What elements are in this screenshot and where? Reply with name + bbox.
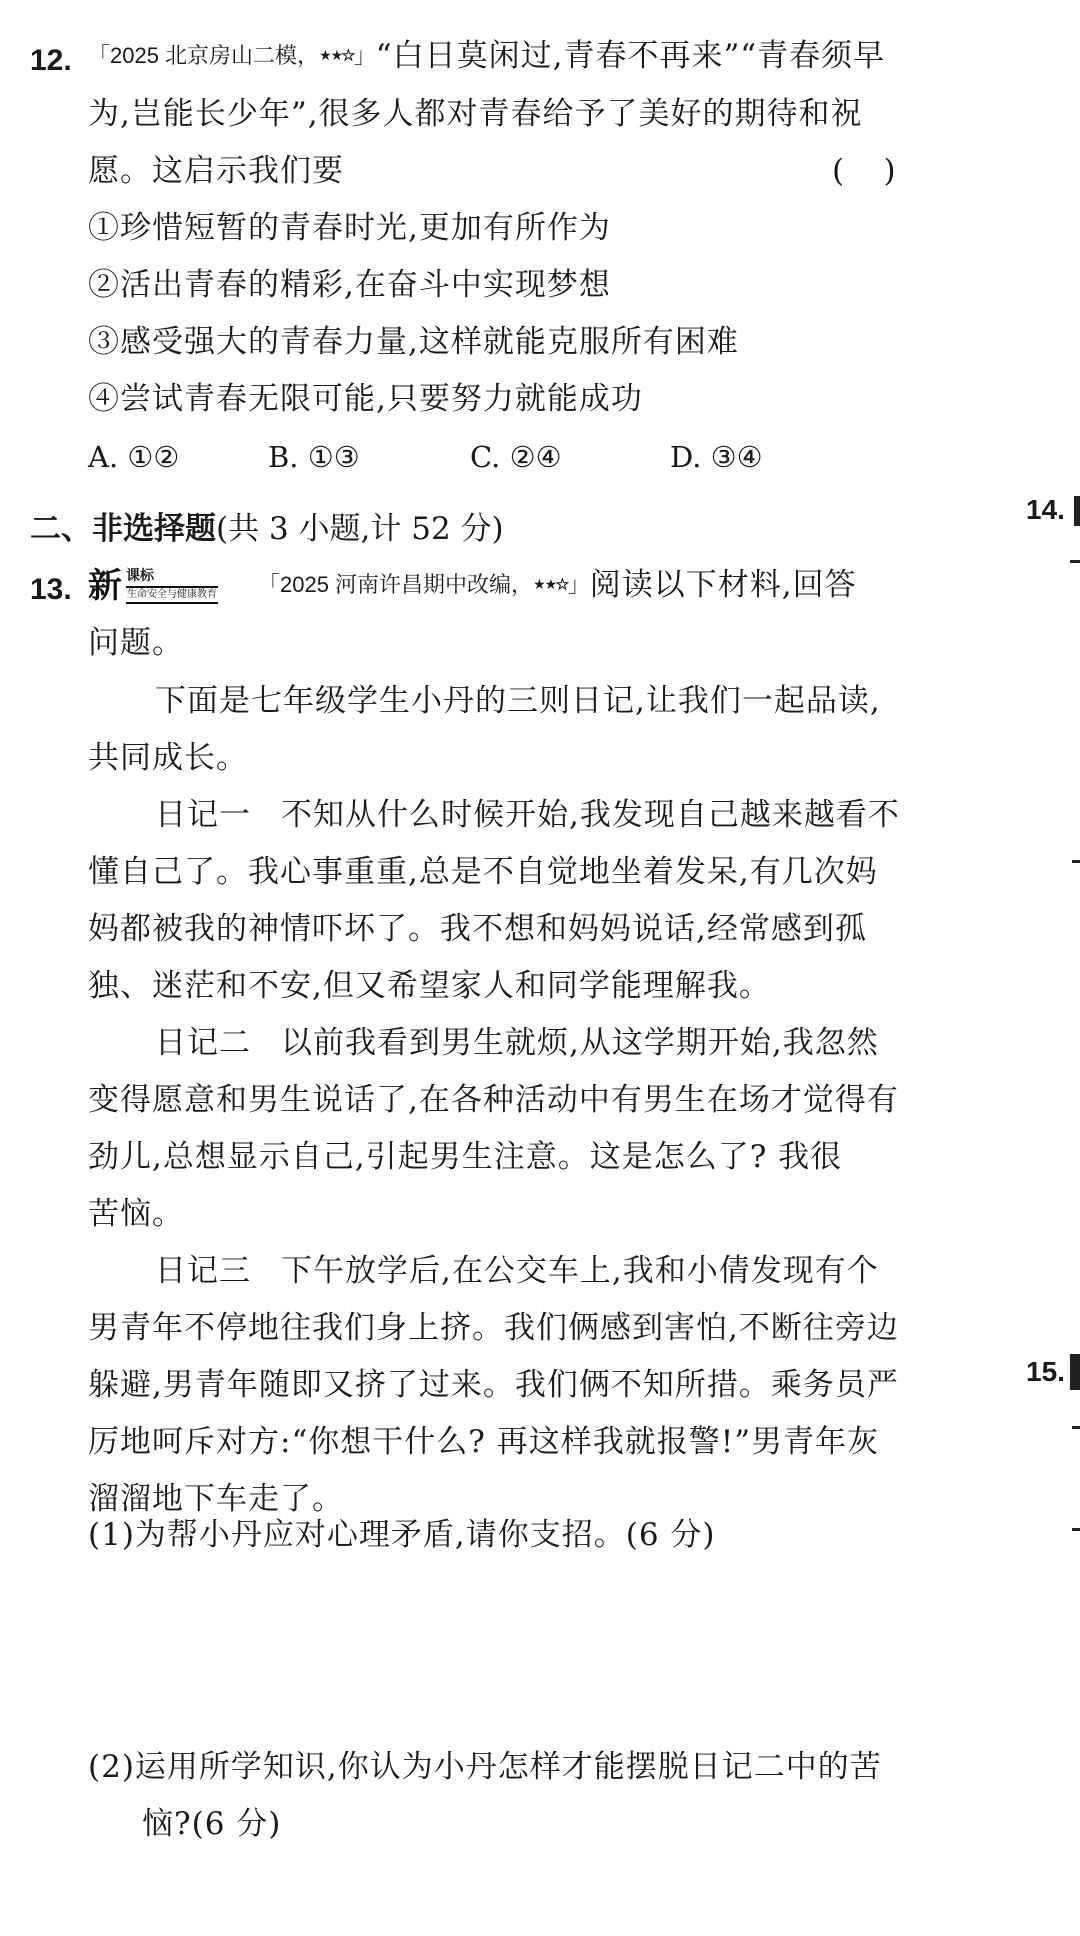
answer-blank: ( ) <box>832 153 896 189</box>
diary-2-line-2: 变得愿意和男生说话了,在各种活动中有男生在场才觉得有 <box>88 1082 899 1118</box>
diary-2-line-4: 苦恼。 <box>88 1196 184 1232</box>
side-edge-mark-3 <box>1072 860 1080 863</box>
new-curriculum-badge <box>88 566 252 606</box>
question-12-number: 12. <box>30 44 72 77</box>
diary-1-line-4: 独、迷茫和不安,但又希望家人和同学能理解我。 <box>88 968 771 1004</box>
badge-tag-label: 课标 <box>126 568 154 584</box>
question-12-line-1 <box>88 38 885 75</box>
statement-2: ②活出青春的精彩,在奋斗中实现梦想 <box>88 267 611 303</box>
diary-3-label: 日记三 <box>155 1253 251 1289</box>
question-12-source-close: 」 <box>353 43 376 68</box>
diary-3-text-1: 下午放学后,在公交车上,我和小倩发现有个 <box>281 1253 879 1289</box>
diary-1-line-2: 懂自己了。我心事重重,总是不自觉地坐着发呆,有几次妈 <box>88 854 878 890</box>
diary-3-line-4: 厉地呵斥对方:“你想干什么? 再这样我就报警!”男青年灰 <box>88 1424 880 1460</box>
question-12-line-3: 愿。这启示我们要 <box>88 153 344 189</box>
passage-line-1: 下面是七年级学生小丹的三则日记,让我们一起品读, <box>155 683 881 719</box>
side-edge-mark-2 <box>1070 560 1080 563</box>
question-13-line-1 <box>258 567 857 604</box>
passage-line-2: 共同成长。 <box>88 740 248 776</box>
side-edge-mark-4 <box>1070 1354 1080 1390</box>
diary-1-line-3: 妈都被我的神情吓坏了。我不想和妈妈说话,经常感到孤 <box>88 911 867 947</box>
diary-1-label: 日记一 <box>155 797 251 833</box>
side-edge-mark-5 <box>1072 1426 1080 1429</box>
section-title: 二、非选择题 <box>30 511 216 547</box>
diary-1-line-1 <box>155 797 900 834</box>
sub-question-1: (1)为帮小丹应对心理矛盾,请你支招。(6 分) <box>88 1517 716 1553</box>
diary-3-line-5: 溜溜地下车走了。 <box>88 1481 344 1517</box>
section-heading <box>30 511 504 548</box>
question-13-number: 13. <box>30 573 72 606</box>
option-b: B. ①③ <box>268 440 360 474</box>
question-13-source-close: 」 <box>567 572 590 597</box>
question-13-source: 「2025 河南许昌期中改编， <box>258 572 534 597</box>
question-12-source: 「2025 北京房山二模， <box>88 43 320 68</box>
side-edge-mark-6 <box>1072 1528 1080 1531</box>
diary-3-line-3: 躲避,男青年随即又挤了过来。我们俩不知所措。乘务员严 <box>88 1367 899 1403</box>
diary-3-line-1 <box>155 1253 879 1290</box>
diary-2-line-3: 劲儿,总想显示自己,引起男生注意。这是怎么了? 我很 <box>88 1139 843 1175</box>
statement-1: ①珍惜短暂的青春时光,更加有所作为 <box>88 210 611 246</box>
badge-new-label: 新 <box>88 566 122 606</box>
section-detail: (共 3 小题,计 52 分) <box>216 511 504 547</box>
diary-2-line-1 <box>155 1025 879 1062</box>
diary-3-line-2: 男青年不停地往我们身上挤。我们俩感到害怕,不断往旁边 <box>88 1310 899 1346</box>
side-question-15-number: 15. <box>1026 1356 1065 1387</box>
question-12-stem-1: “白日莫闲过,青春不再来”“青春须早 <box>375 38 886 74</box>
difficulty-stars-icon: ★★★ <box>319 48 354 64</box>
option-c: C. ②④ <box>470 440 562 474</box>
side-edge-mark-1 <box>1074 496 1080 526</box>
question-13-intro-2: 问题。 <box>88 625 184 661</box>
option-d: D. ③④ <box>670 440 763 474</box>
sub-question-2-line-2: 恼?(6 分) <box>142 1806 282 1842</box>
diary-2-label: 日记二 <box>155 1025 251 1061</box>
option-a: A. ①② <box>88 440 180 474</box>
diary-1-text-1: 不知从什么时候开始,我发现自己越来越看不 <box>281 797 900 833</box>
question-13-intro-1: 阅读以下材料,回答 <box>589 567 857 603</box>
difficulty-stars-icon-2: ★★★ <box>533 577 568 593</box>
statement-4: ④尝试青春无限可能,只要努力就能成功 <box>88 381 643 417</box>
sub-question-2-line-1: (2)运用所学知识,你认为小丹怎样才能摆脱日记二中的苦 <box>88 1749 882 1785</box>
question-12-line-2: 为,岂能长少年”,很多人都对青春给予了美好的期待和祝 <box>88 96 863 132</box>
diary-2-text-1: 以前我看到男生就烦,从这学期开始,我忽然 <box>281 1025 879 1061</box>
side-question-14-number: 14. <box>1026 494 1065 525</box>
badge-sub-label: 生命安全与健康教育 <box>126 586 218 604</box>
statement-3: ③感受强大的青春力量,这样就能克服所有困难 <box>88 324 739 360</box>
